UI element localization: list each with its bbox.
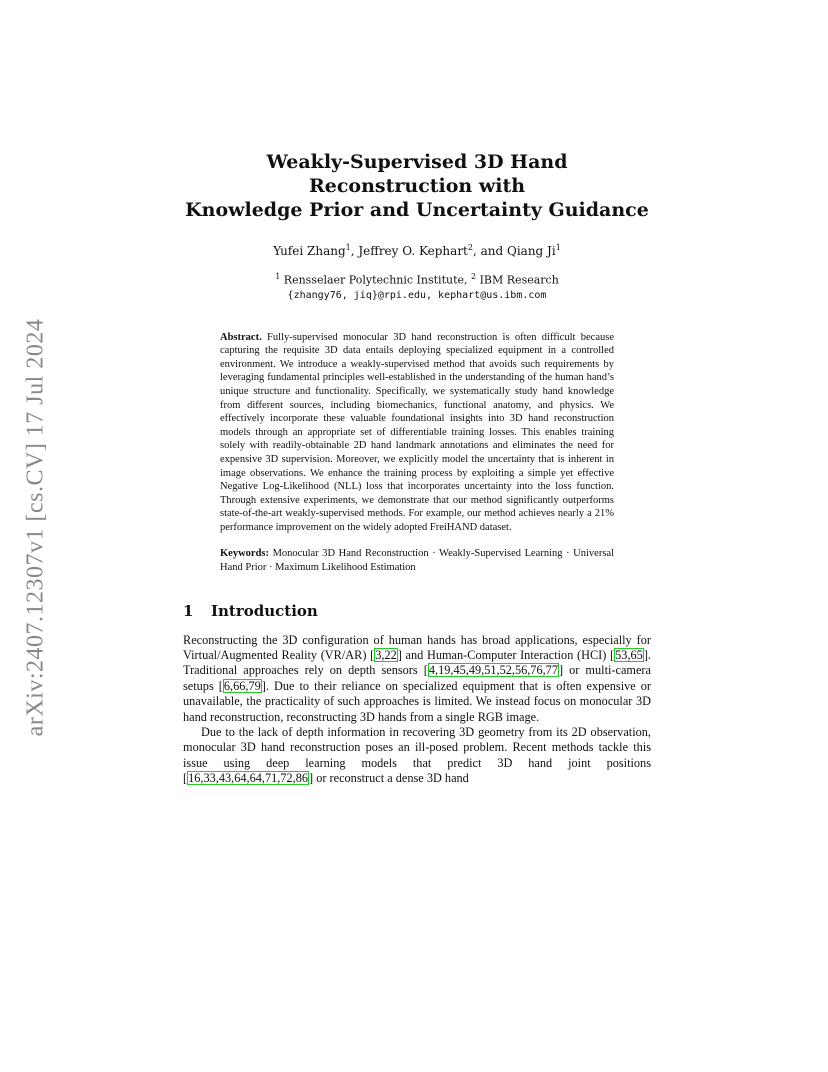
author-emails: {zhangy76, jiq}@rpi.edu, kephart@us.ibm.com <box>287 289 547 301</box>
citation-link[interactable]: 53,65 <box>615 647 643 662</box>
author-separator: , and <box>472 244 507 258</box>
paragraph-text: or reconstruct a dense 3D hand <box>313 771 469 786</box>
intro-paragraph-2: Due to the lack of depth information in recovering 3D geometry from its 2D observation, monocular 3D hand reconstruction poses an ill-posed problem. Recent methods tackle this issue using deep learning models that predict 3D hand joint positions [16,33,43,64,64,71,72,86] or reconstruct a dense 3D hand <box>183 725 651 786</box>
keywords-label: Keywords: <box>220 547 269 559</box>
citation-link[interactable]: 4,19,45,49,51,52,56,76,77 <box>428 663 558 678</box>
affiliation-name: Rensselaer Polytechnic Institute, <box>280 273 471 287</box>
intro-paragraph-1: Reconstructing the 3D configuration of human hands has broad applications, especially for Virtual/Augmented Reality (VR/AR) [3,22] and Human-Computer Interaction (HCI) [53,65]. Traditional approaches rely on depth sensors [4,19,45,49,51,52,56,76,77] or multi-camera setups [6,66,79]. Due to their reliance on specialized equipment that is often expensive or unavailable, the practicality of such approaches is limited. We instead focus on monocular 3D hand reconstruction, reconstructing 3D hands from a single RGB image. <box>183 632 651 724</box>
author-separator: , <box>350 244 359 258</box>
paragraph-text: Due to the lack of depth information in recovering 3D geometry from its 2D observation, monocular 3D hand reconstruction poses an ill-posed problem. Recent methods tackle this issue using deep learning models that predict 3D hand joint positions <box>183 725 651 770</box>
affiliation-mark: 1 <box>345 243 351 252</box>
author-name: Jeffrey O. Kephart <box>358 244 468 258</box>
abstract-label: Abstract. <box>220 331 262 343</box>
affiliation-mark: 2 <box>471 272 477 281</box>
paragraph-text: . Traditional approaches rely on depth sensors <box>183 647 651 678</box>
author-name: Qiang Ji <box>506 244 556 258</box>
section-heading <box>183 601 651 621</box>
affiliation-mark: 2 <box>467 243 473 252</box>
title-line-1: Weakly-Supervised 3D Hand Reconstruction with <box>266 151 568 197</box>
paper-title <box>183 150 651 222</box>
author-name: Yufei Zhang <box>273 244 346 258</box>
abstract-text: Fully-supervised monocular 3D hand reconstruction is often difficult because capturing the requisite 3D data entails deploying specialized equipment in a controlled environment. We introduce a weakly-supervised method that avoids such requirements by leveraging fundamental principles well-established in the understanding of the human hand’s unique structure and functionality. Specifically, we systematically study hand knowledge from different sources, including biomechanics, functional anatomy, and physics. We effectively incorporate these valuable foundational insights into 3D hand reconstruction models through an appropriate set of differentiable training losses. This enables training solely with readily-obtainable 2D hand landmark annotations and eliminates the need for expensive 3D supervision. Moreover, we explicitly model the uncertainty that is inherent in image observations. We enhance the training process by exploiting a simple yet effective Negative Log-Likelihood (NLL) loss that incorporates uncertainty into the loss function. Through extensive experiments, we demonstrate that our method significantly outperforms state-of-the-art weakly-supervised methods. For example, our method achieves nearly a 21% performance improvement on the widely adopted FreiHAND dataset. <box>220 331 614 533</box>
affiliation-name: IBM Research <box>476 273 559 287</box>
arxiv-identifier <box>18 292 54 762</box>
paragraph-text: and Human-Computer Interaction (HCI) <box>401 647 611 662</box>
citation-link[interactable]: 6,66,79 <box>223 678 261 693</box>
arxiv-id-text: arXiv:2407.12307v1 [cs.CV] 17 Jul 2024 <box>22 318 49 736</box>
affiliation-mark: 1 <box>555 243 561 252</box>
paper-page <box>183 150 651 787</box>
keywords-text: Monocular 3D Hand Reconstruction · Weakly-Supervised Learning · Universal Hand Prior · Maximum Likelihood Estimation <box>220 547 614 573</box>
paragraph-text: . Due to their reliance on specialized equipment that is often expensive or unavailable, the practicality of such approaches is limited. We instead focus on monocular 3D hand reconstruction, reconstructing 3D hands from a single RGB image. <box>183 678 651 724</box>
paragraph-text: or multi-camera setups <box>183 663 651 693</box>
keywords <box>220 547 614 575</box>
citation-link[interactable]: 16,33,43,64,64,71,72,86 <box>188 771 309 786</box>
section-number: 1 <box>183 601 194 620</box>
affiliations <box>183 269 651 288</box>
title-line-2: Knowledge Prior and Uncertainty Guidance <box>185 199 649 221</box>
affiliation-mark: 1 <box>275 272 281 281</box>
author-list <box>183 240 651 259</box>
abstract <box>220 331 614 535</box>
paragraph-text: Reconstructing the 3D configuration of human hands has broad applications, especially for Virtual/Augmented Reality (VR/AR) <box>183 632 651 662</box>
citation-link[interactable]: 3,22 <box>375 647 397 662</box>
section-title: Introduction <box>211 601 318 620</box>
